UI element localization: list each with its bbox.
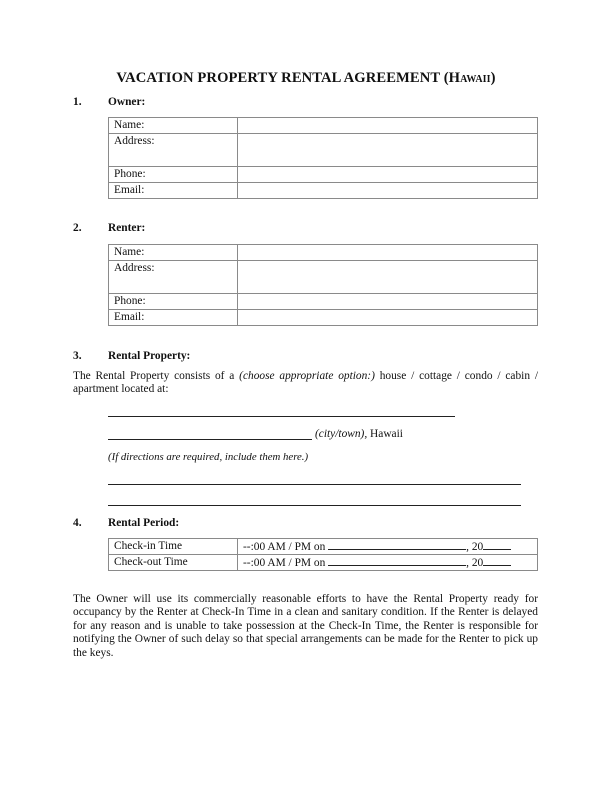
renter-address-field[interactable] xyxy=(238,261,538,294)
section-number: 4. xyxy=(73,517,82,529)
owner-phone-label: Phone: xyxy=(109,167,238,183)
renter-phone-label: Phone: xyxy=(109,294,238,310)
owner-heading: Owner: xyxy=(108,96,146,108)
property-options: house / cottage / condo / cabin / apartment located at: xyxy=(73,370,539,396)
owner-email-label: Email: xyxy=(109,183,238,199)
checkout-date-blank[interactable] xyxy=(328,555,466,566)
renter-email-label: Email: xyxy=(109,310,238,326)
checkin-label: Check-in Time xyxy=(109,539,238,555)
owner-phone-field[interactable] xyxy=(238,167,538,183)
directions-note: (If directions are required, include them here.) xyxy=(108,451,309,463)
renter-email-field[interactable] xyxy=(238,310,538,326)
address-line-1[interactable] xyxy=(108,416,455,417)
owner-email-field[interactable] xyxy=(238,183,538,199)
document-title xyxy=(0,70,612,87)
directions-line-2[interactable] xyxy=(108,505,521,506)
owner-address-field[interactable] xyxy=(238,134,538,167)
renter-address-label: Address: xyxy=(109,261,238,294)
owner-address-label: Address: xyxy=(109,134,238,167)
property-heading: Rental Property: xyxy=(108,350,191,362)
section-number: 3. xyxy=(73,350,82,362)
renter-name-field[interactable] xyxy=(238,245,538,261)
directions-line-1[interactable] xyxy=(108,484,521,485)
owner-name-label: Name: xyxy=(109,118,238,134)
checkout-label: Check-out Time xyxy=(109,555,238,571)
renter-heading: Renter: xyxy=(108,222,146,234)
choose-note: (choose appropriate option:) xyxy=(239,370,375,382)
renter-table xyxy=(108,244,538,326)
checkin-paragraph: The Owner will use its commercially reasonable efforts to have the Rental Property ready for occupancy by the Renter at Check-In Time in a clean and sanitary condition. If the Renter is delayed for any reason and is unable to take possession at the Check-In Time, the Renter is responsible for notifying the Owner of such delay so that special arrangements can be made for the Renter to pick up the keys. xyxy=(73,593,538,659)
checkin-date-blank[interactable] xyxy=(328,539,466,550)
property-description: The Rental Property consists of a (choose appropriate option:) house / cottage / condo / cabin / apartment located at: xyxy=(73,370,539,396)
section-number: 2. xyxy=(73,222,82,234)
owner-name-field[interactable] xyxy=(238,118,538,134)
checkout-year-blank[interactable] xyxy=(483,555,511,566)
owner-table xyxy=(108,117,538,199)
title-sub: (Hawaii) xyxy=(443,70,496,86)
section-number: 1. xyxy=(73,96,82,108)
period-heading: Rental Period: xyxy=(108,517,180,529)
city-label: (city/town), Hawaii xyxy=(315,428,403,440)
city-line[interactable] xyxy=(108,439,312,440)
checkout-field[interactable]: --:00 AM / PM on , 20 xyxy=(238,555,538,571)
renter-phone-field[interactable] xyxy=(238,294,538,310)
checkin-year-blank[interactable] xyxy=(483,539,511,550)
checkin-field[interactable]: --:00 AM / PM on , 20 xyxy=(238,539,538,555)
period-table xyxy=(108,538,538,571)
title-main: VACATION PROPERTY RENTAL AGREEMENT xyxy=(116,70,440,86)
renter-name-label: Name: xyxy=(109,245,238,261)
